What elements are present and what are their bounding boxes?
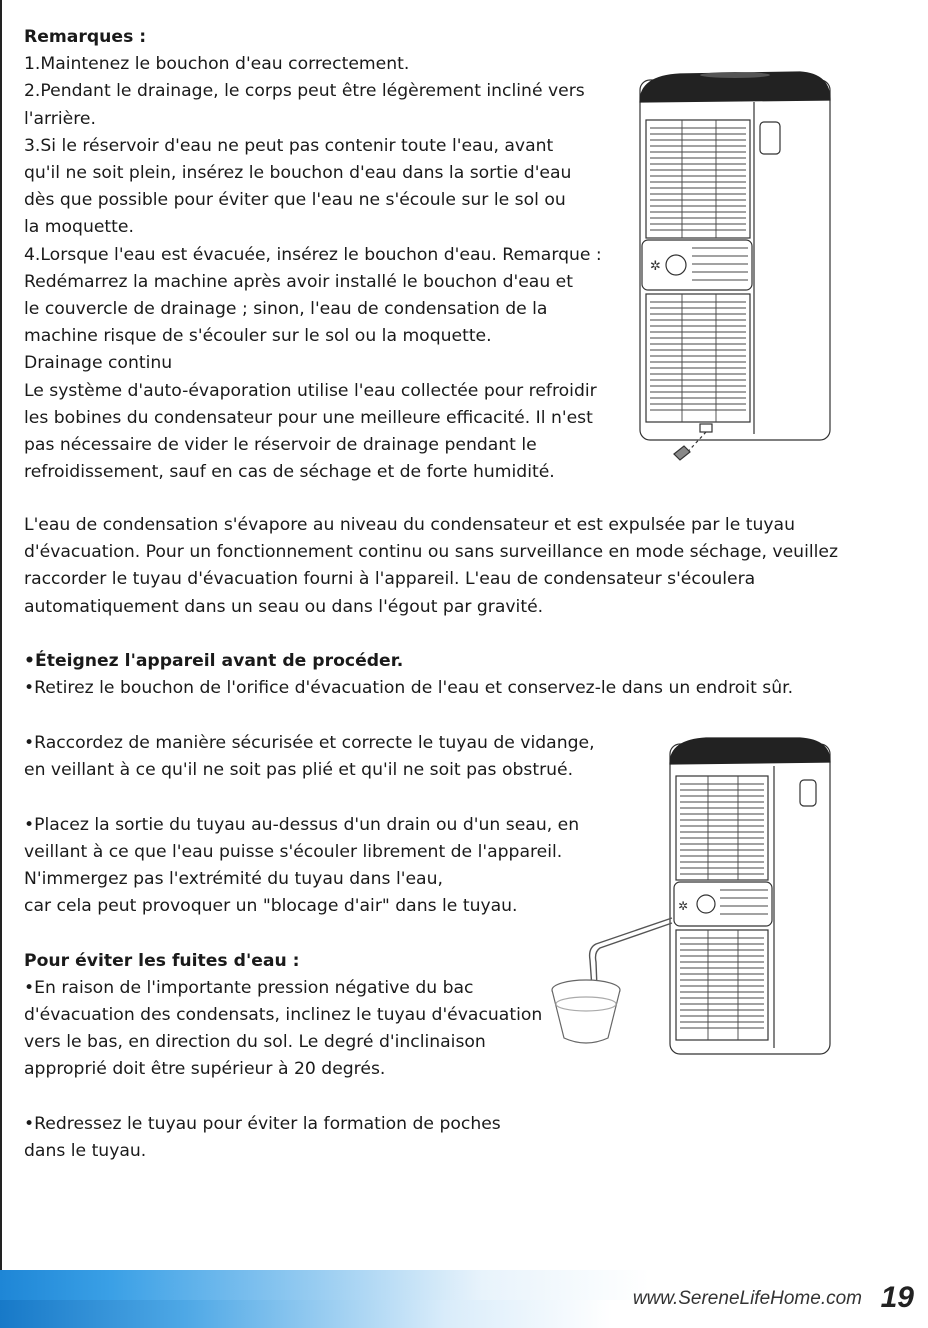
remark-line: Le système d'auto-évaporation utilise l'eau collectée pour refroidir bbox=[24, 380, 597, 401]
connect-step: •Raccordez de manière sécurisée et correcte le tuyau de vidange, bbox=[24, 733, 595, 753]
dehumidifier-hose-bucket-illustration bbox=[550, 736, 850, 1066]
remark-line: machine risque de s'écouler sur le sol ou la moquette. bbox=[24, 326, 492, 347]
remark-line: Redémarrez la machine après avoir installé le bouchon d'eau et bbox=[24, 271, 573, 292]
place-step: •Placez la sortie du tuyau au-dessus d'un drain ou d'un seau, en bbox=[24, 814, 580, 835]
dehumidifier-drain-plug-illustration bbox=[620, 62, 850, 472]
leaks-heading: Pour éviter les fuites d'eau : bbox=[24, 950, 300, 971]
paragraph-line: raccorder le tuyau d'évacuation fourni à l'appareil. L'eau de condensateur s'écoulera bbox=[24, 569, 756, 590]
leaks-step: vers le bas, en direction du sol. Le degré d'inclinaison bbox=[24, 1032, 486, 1053]
svg-text:✲: ✲ bbox=[650, 259, 661, 274]
remark-line: la moquette. bbox=[24, 217, 134, 238]
remarks-heading: Remarques : bbox=[24, 27, 147, 47]
remark-line: 3.Si le réservoir d'eau ne peut pas contenir toute l'eau, avant bbox=[24, 135, 554, 156]
connect-step: en veillant à ce qu'il ne soit pas plié et qu'il ne soit pas obstrué. bbox=[24, 760, 574, 781]
page-number: 19 bbox=[880, 1281, 914, 1314]
remark-line: les bobines du condensateur pour une meilleure efficacité. Il n'est bbox=[24, 407, 593, 428]
leaks-step: •En raison de l'importante pression négative du bac bbox=[24, 977, 474, 998]
place-step: car cela peut provoquer un "blocage d'air" dans le tuyau. bbox=[24, 896, 518, 917]
footer-website-url: www.SereneLifeHome.com bbox=[632, 1288, 862, 1309]
paragraph-line: d'évacuation. Pour un fonctionnement continu ou sans surveillance en mode séchage, veuillez bbox=[24, 542, 838, 563]
leaks-step: approprié doit être supérieur à 20 degrés. bbox=[24, 1059, 386, 1080]
leaks-step: d'évacuation des condensats, inclinez le tuyau d'évacuation bbox=[24, 1005, 543, 1026]
remark-line: l'arrière. bbox=[24, 108, 96, 129]
remarks-section bbox=[24, 24, 602, 486]
remark-line: dès que possible pour éviter que l'eau ne s'écoule sur le sol ou bbox=[24, 190, 566, 211]
steps-section bbox=[24, 648, 793, 702]
power-off-warning: •Éteignez l'appareil avant de procéder. bbox=[24, 651, 404, 671]
paragraph-line: L'eau de condensation s'évapore au niveau du condensateur et est expulsée par le tuyau bbox=[24, 515, 795, 535]
straighten-step: dans le tuyau. bbox=[24, 1141, 147, 1162]
page-left-border bbox=[0, 0, 2, 1328]
remark-line: le couvercle de drainage ; sinon, l'eau de condensation de la bbox=[24, 299, 548, 320]
remark-line: 2.Pendant le drainage, le corps peut être légèrement incliné vers bbox=[24, 81, 585, 102]
remove-plug-step: •Retirez le bouchon de l'orifice d'évacuation de l'eau et conservez-le dans un endroit sûr. bbox=[24, 678, 794, 699]
condensation-paragraph bbox=[24, 512, 838, 621]
place-step: N'immergez pas l'extrémité du tuyau dans l'eau, bbox=[24, 869, 443, 890]
remark-line: pas nécessaire de vider le réservoir de drainage pendant le bbox=[24, 435, 537, 456]
hose-instructions bbox=[24, 730, 595, 1165]
straighten-step: •Redressez le tuyau pour éviter la formation de poches bbox=[24, 1113, 501, 1134]
place-step: veillant à ce que l'eau puisse s'écouler librement de l'appareil. bbox=[24, 841, 563, 862]
remark-line: qu'il ne soit plein, insérez le bouchon d'eau dans la sortie d'eau bbox=[24, 163, 572, 184]
remark-line: 4.Lorsque l'eau est évacuée, insérez le bouchon d'eau. Remarque : bbox=[24, 244, 602, 265]
continuous-drainage-heading: Drainage continu bbox=[24, 353, 173, 374]
remark-line: 1.Maintenez le bouchon d'eau correctement. bbox=[24, 54, 410, 75]
svg-text:✲: ✲ bbox=[678, 899, 689, 913]
remark-line: refroidissement, sauf en cas de séchage et de forte humidité. bbox=[24, 462, 555, 483]
paragraph-line: automatiquement dans un seau ou dans l'égout par gravité. bbox=[24, 596, 544, 617]
